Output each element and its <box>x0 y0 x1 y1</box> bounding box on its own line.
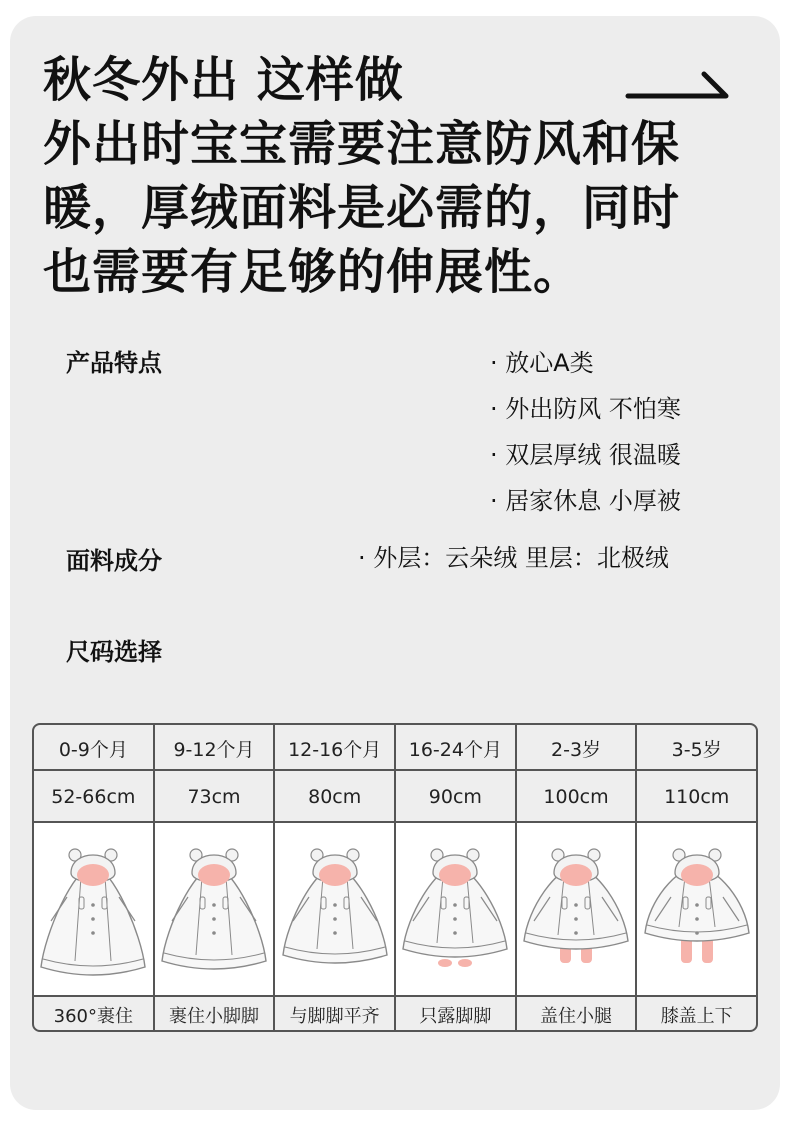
age-cell: 3-5岁 <box>671 738 722 761</box>
height-cell: 73cm <box>155 771 276 823</box>
fit-cell: 360°裹住 <box>34 997 155 1032</box>
headline-line-1: 秋冬外出 这样做 <box>43 52 404 108</box>
height-cell: 80cm <box>275 771 396 823</box>
material-value: · 外层：云朵绒 里层：北极绒 <box>358 544 669 572</box>
age-cell: 9-12个月 <box>155 725 276 771</box>
headline-line-2: 外出时宝宝需要注意防风和保 <box>43 116 681 172</box>
baby-cloak-figure-icon <box>279 835 391 985</box>
baby-cloak-figure-icon <box>520 835 632 985</box>
figure-cell <box>396 823 517 997</box>
age-cell: 16-24个月 <box>396 725 517 771</box>
features-list <box>490 340 681 524</box>
baby-cloak-figure-icon <box>399 835 511 985</box>
fit-row <box>34 997 756 1032</box>
size-label: 尺码选择 <box>66 638 162 666</box>
feature-item: · 双层厚绒 很温暖 <box>490 441 681 469</box>
figure-cell <box>155 823 276 997</box>
feature-item: · 放心A类 <box>490 349 594 377</box>
feature-item: · 居家休息 小厚被 <box>490 487 681 515</box>
figure-cell <box>637 823 756 997</box>
figure-cell <box>517 823 638 997</box>
material-label: 面料成分 <box>66 547 162 575</box>
height-cell: 100cm <box>517 771 638 823</box>
fit-cell: 盖住小腿 <box>517 997 638 1032</box>
height-cell: 52-66cm <box>34 771 155 823</box>
figure-cell <box>34 823 155 997</box>
fit-cell: 只露脚脚 <box>396 997 517 1032</box>
headline-line-3: 暖，厚绒面料是必需的，同时 <box>43 180 681 236</box>
baby-cloak-figure-icon <box>158 835 270 985</box>
height-cell: 90cm <box>396 771 517 823</box>
fit-cell: 与脚脚平齐 <box>275 997 396 1032</box>
baby-cloak-figure-icon <box>37 835 149 985</box>
fit-cell: 裹住小脚脚 <box>155 997 276 1032</box>
age-cell: 2-3岁 <box>517 725 638 771</box>
headline-line-4: 也需要有足够的伸展性。 <box>43 244 583 300</box>
fit-cell: 膝盖上下 <box>660 1005 733 1027</box>
size-chart <box>32 723 758 1032</box>
figure-cell <box>275 823 396 997</box>
age-row <box>34 725 756 771</box>
height-row <box>34 771 756 823</box>
figure-row <box>34 823 756 997</box>
age-cell: 0-9个月 <box>34 725 155 771</box>
feature-item: · 外出防风 不怕寒 <box>490 395 681 423</box>
baby-cloak-figure-icon <box>641 835 753 985</box>
features-label: 产品特点 <box>66 349 162 377</box>
height-cell: 110cm <box>664 786 730 808</box>
right-arrow-icon <box>624 66 734 106</box>
age-cell: 12-16个月 <box>275 725 396 771</box>
